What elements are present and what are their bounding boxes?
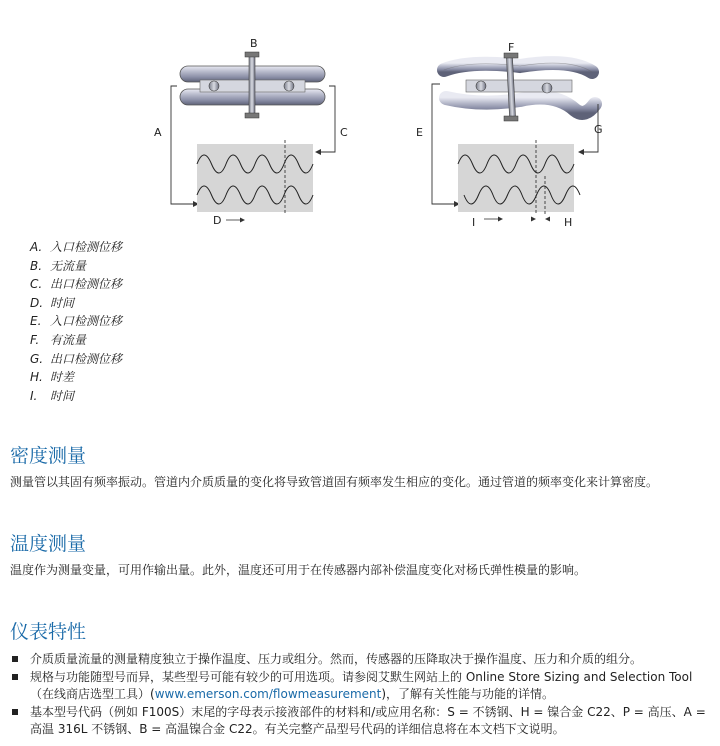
- label-f: F: [508, 41, 515, 54]
- legend-item: D. 时间: [30, 295, 75, 310]
- bullet-icon: [12, 709, 18, 715]
- no-flow-tubes: [180, 52, 325, 118]
- list-item: 介质质量流量的测量精度独立于操作温度、压力或组分。然而，传感器的压降取决于操作温度、压力和介质的组分。: [10, 651, 714, 668]
- bullet-icon: [12, 674, 18, 680]
- legend-item: A. 入口检测位移: [30, 240, 123, 254]
- legend-item: E. 入口检测位移: [30, 314, 123, 329]
- label-b: B: [250, 37, 258, 50]
- flow-waveform: [458, 140, 580, 214]
- label-d: D: [213, 214, 222, 227]
- label-c: C: [340, 126, 348, 139]
- legend-item: I. 时间: [30, 388, 75, 403]
- list-item: 基本型号代码（例如 F100S）末尾的字母表示接液部件的材料和/或应用名称：S = 不锈钢、H = 镍合金 C22、P = 高压、A = 高温 316L 不锈钢、B = 高温镍合金 C22。有关完整产品型号代码的详细信息将在本文档下文说明。: [10, 704, 714, 738]
- legend-item: H. 时差: [30, 370, 75, 385]
- legend-item: F. 有流量: [30, 332, 87, 347]
- density-paragraph: 测量管以其固有频率振动。管道内介质质量的变化将导致管道固有频率发生相应的变化。通过管道的频率变化来计算密度。: [10, 475, 659, 489]
- label-g: G: [594, 123, 603, 136]
- list-item: 规格与功能随型号而异，某些型号可能有较少的可用选项。请参阅艾默生网站上的 Online Store Sizing and Selection Tool（在线商店选型工具）(www.emerson.com/flowmeasurement)，了解有关性能与功能的详情。: [10, 669, 714, 703]
- label-e: E: [416, 126, 423, 139]
- label-i: I: [472, 216, 476, 229]
- coriolis-tube-diagram: [0, 0, 720, 236]
- label-h: H: [564, 216, 573, 229]
- temperature-heading: 温度测量: [10, 533, 87, 555]
- label-a: A: [154, 126, 162, 139]
- emerson-link[interactable]: www.emerson.com/flowmeasurement: [154, 687, 382, 701]
- legend-item: G. 出口检测位移: [30, 351, 123, 366]
- temperature-paragraph: 温度作为测量变量，可用作输出量。此外，温度还可用于在传感器内部补偿温度变化对杨氏弹性模量的影响。: [10, 563, 587, 577]
- flow-tubes: [444, 53, 595, 121]
- legend-item: B. 无流量: [30, 258, 87, 273]
- bullet-icon: [12, 656, 18, 662]
- features-heading: 仪表特性: [10, 621, 87, 643]
- no-flow-waveform: [197, 140, 313, 214]
- features-list: [10, 651, 714, 739]
- legend-item: C. 出口检测位移: [30, 277, 123, 292]
- density-heading: 密度测量: [10, 445, 87, 467]
- figure-legend: [30, 238, 122, 405]
